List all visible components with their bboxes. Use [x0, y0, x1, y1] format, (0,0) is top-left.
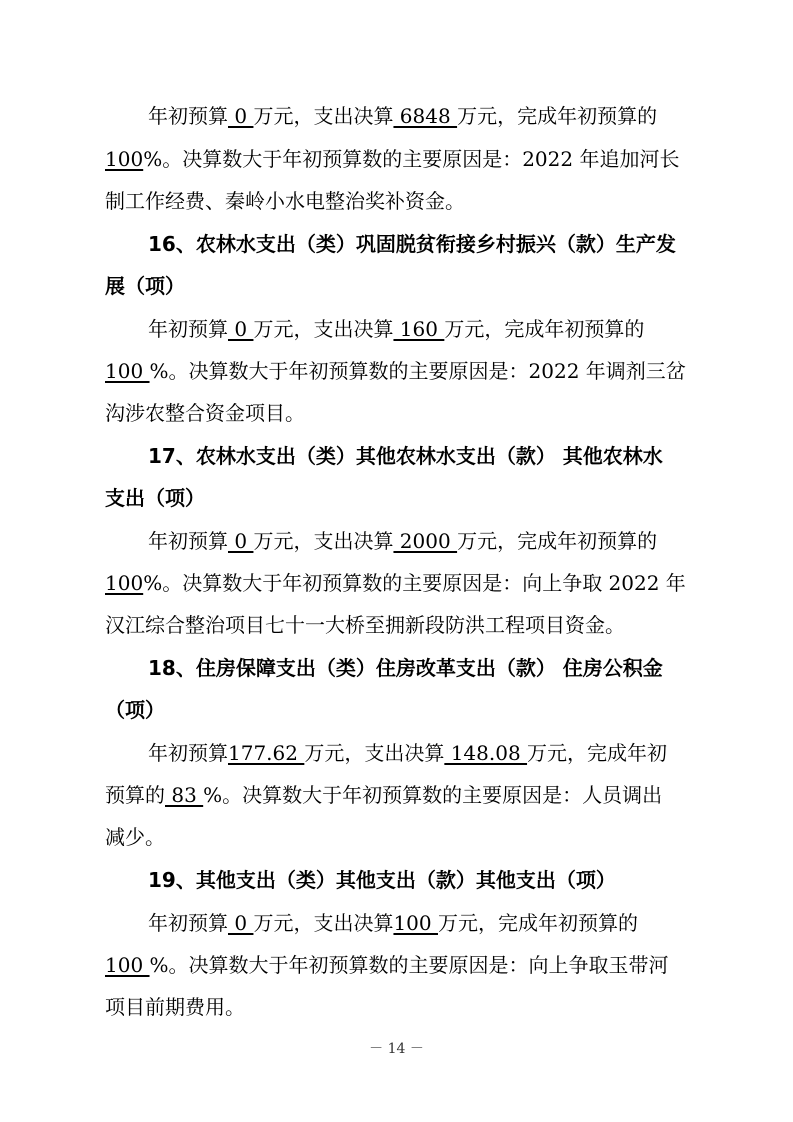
- text: %。决算数大于年初预算数的主要原因是：向上争取 2022 年: [143, 571, 686, 595]
- text: 万元，支出决算: [253, 529, 394, 553]
- text: 万元，支出决算: [253, 911, 394, 935]
- paragraph-line: [105, 357, 686, 385]
- final-value: 148.08: [444, 741, 528, 765]
- text: 汉江综合整治项目七十一大桥至拥新段防洪工程项目资金。: [105, 613, 625, 637]
- section-heading: 18、住房保障支出（类）住房改革支出（款） 住房公积金: [148, 656, 663, 680]
- text: 项目前期费用。: [105, 995, 245, 1019]
- paragraph-line: [148, 909, 638, 937]
- section-heading: 17、农林水支出（类）其他农林水支出（款） 其他农林水: [148, 444, 663, 468]
- budget-value: 0: [228, 911, 254, 935]
- text: 年初预算: [148, 741, 228, 765]
- completion-rate: 100: [105, 147, 144, 171]
- completion-rate: 100: [105, 571, 144, 595]
- paragraph-line: [105, 145, 679, 173]
- text: 万元，支出决算: [253, 317, 394, 341]
- paragraph-line: [105, 823, 165, 851]
- budget-value: 0: [228, 529, 254, 553]
- paragraph-line: [105, 569, 686, 597]
- text: 万元，支出决算: [304, 741, 445, 765]
- text: 年初预算: [148, 104, 228, 128]
- budget-value: 0: [228, 104, 254, 128]
- completion-rate: 100: [105, 359, 150, 383]
- text: 沟涉农整合资金项目。: [105, 401, 305, 425]
- paragraph-line: [105, 187, 465, 215]
- completion-rate: 83: [165, 783, 204, 807]
- paragraph-line: [105, 399, 305, 427]
- section-heading: 19、其他支出（类）其他支出（款）其他支出（项）: [148, 868, 616, 892]
- final-value: 2000: [393, 529, 458, 553]
- text: 年初预算: [148, 317, 228, 341]
- text: 预算的: [105, 783, 165, 807]
- text: 年初预算: [148, 529, 228, 553]
- text: %。决算数大于年初预算数的主要原因是：2022 年追加河长: [143, 147, 680, 171]
- paragraph-line: [105, 611, 625, 639]
- paragraph-line: [105, 781, 662, 809]
- paragraph-line: [148, 527, 657, 555]
- text: 万元，完成年初预算的: [457, 529, 658, 553]
- final-value: 6848: [393, 104, 458, 128]
- section-heading: 支出（项）: [105, 486, 205, 510]
- text: 万元，完成年初预算的: [444, 317, 645, 341]
- paragraph-line: [105, 993, 245, 1021]
- budget-value: 0: [228, 317, 254, 341]
- section-heading: 展（项）: [105, 274, 185, 298]
- paragraph-line: [148, 739, 667, 767]
- text: %。决算数大于年初预算数的主要原因是：2022 年调剂三岔: [149, 359, 686, 383]
- page-number: － 14 －: [369, 1041, 424, 1057]
- budget-value: 177.62: [228, 741, 305, 765]
- text: 万元，完成年初预算的: [457, 104, 658, 128]
- paragraph-line: [148, 315, 644, 343]
- text: %。决算数大于年初预算数的主要原因是：人员调出: [203, 783, 663, 807]
- paragraph-line: [105, 951, 669, 979]
- text: 制工作经费、秦岭小水电整治奖补资金。: [105, 189, 465, 213]
- text: 万元，支出决算: [253, 104, 394, 128]
- paragraph-line: [148, 102, 657, 130]
- final-value: 160: [393, 317, 445, 341]
- text: 年初预算: [148, 911, 228, 935]
- final-value: 100: [393, 911, 438, 935]
- section-heading: 16、农林水支出（类）巩固脱贫衔接乡村振兴（款）生产发: [148, 232, 676, 256]
- text: %。决算数大于年初预算数的主要原因是：向上争取玉带河: [149, 953, 669, 977]
- text: 万元，完成年初: [527, 741, 668, 765]
- completion-rate: 100: [105, 953, 150, 977]
- text: 万元，完成年初预算的: [437, 911, 638, 935]
- text: 减少。: [105, 825, 165, 849]
- section-heading: （项）: [105, 698, 165, 722]
